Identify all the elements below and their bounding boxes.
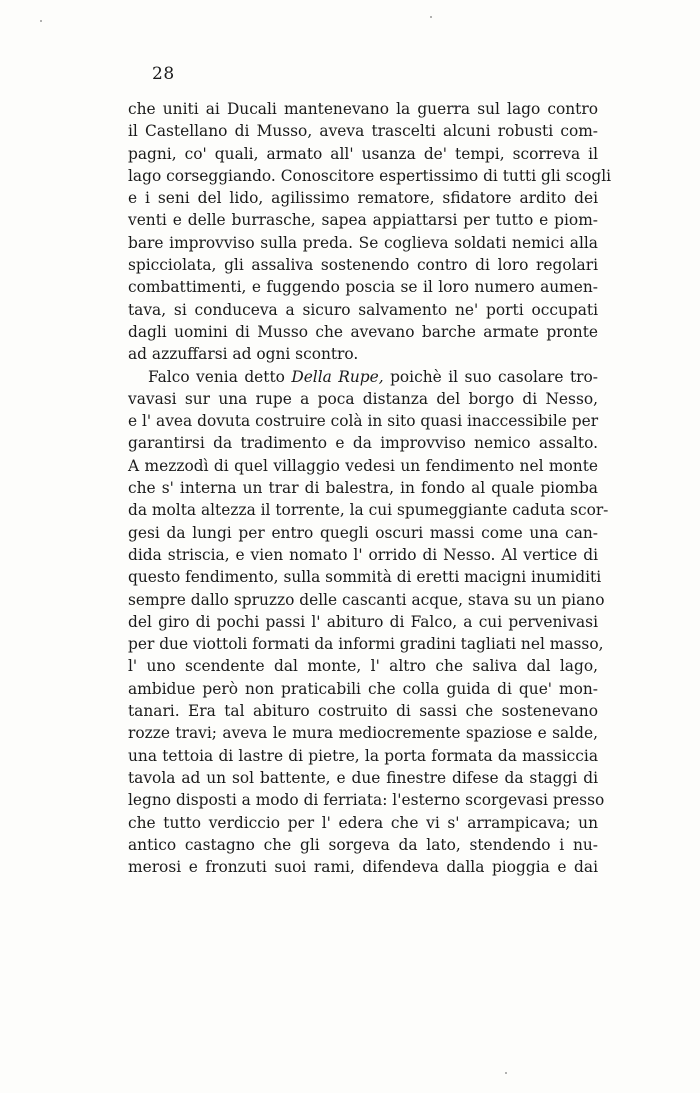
paper-speck [505, 1072, 507, 1074]
text-line: rozze travi; aveva le mura mediocremente spaziose e salde, [128, 724, 598, 743]
text-line: il Castellano di Musso, aveva trascelti alcuni robusti com- [128, 122, 598, 141]
text-line: combattimenti, e fuggendo poscia se il loro numero aumen- [128, 278, 598, 297]
text-line: merosi e fronzuti suoi rami, difendeva dalla pioggia e dai [128, 858, 598, 877]
page-number: 28 [152, 64, 175, 84]
text-line: da molta altezza il torrente, la cui spumeggiante caduta scor- [128, 501, 609, 520]
text-line: spicciolata, gli assaliva sostenendo contro di loro regolari [128, 256, 598, 275]
line-segment: Falco venia detto [148, 367, 292, 386]
text-line: venti e delle burrasche, sapea appiattarsi per tutto e piom- [128, 211, 598, 230]
text-line: bare improvviso sulla preda. Se coglieva soldati nemici alla [128, 233, 598, 252]
paper-speck [430, 16, 432, 18]
italic-epithet: Della Rupe, [291, 367, 384, 386]
text-line: che s' interna un trar di balestra, in fondo al quale piomba [128, 479, 598, 498]
text-line: per due viottoli formati da informi gradini tagliati nel masso, [128, 635, 604, 654]
text-line: ambidue però non praticabili che colla guida di que' mon- [128, 679, 598, 698]
text-line: gesi da lungi per entro quegli oscuri massi come una can- [128, 523, 598, 542]
line-segment: poichè il suo casolare tro- [383, 367, 598, 386]
text-line: garantirsi da tradimento e da improvviso nemico assalto. [128, 434, 598, 453]
body-text [128, 98, 612, 878]
paragraph-start-line [128, 366, 598, 388]
text-line: sempre dallo spruzzo delle cascanti acque, stava su un piano [128, 590, 605, 609]
text-line: lago corseggiando. Conoscitore espertissimo di tutti gli scogli [128, 166, 612, 185]
text-line: pagni, co' quali, armato all' usanza de' tempi, scorreva il [128, 144, 598, 163]
text-line: tava, si conduceva a sicuro salvamento ne' porti occupati [128, 300, 598, 319]
text-line: una tettoia di lastre di pietre, la porta formata da massiccia [128, 746, 598, 765]
text-line: tanari. Era tal abituro costruito di sassi che sostenevano [128, 702, 598, 721]
text-line: A mezzodì di quel villaggio vedesi un fendimento nel monte [128, 456, 598, 475]
text-line: antico castagno che gli sorgeva da lato, stendendo i nu- [128, 835, 598, 854]
text-line: e l' avea dovuta costruire colà in sito quasi inaccessibile per [128, 412, 599, 431]
text-line: l' uno scendente dal monte, l' altro che saliva dal lago, [128, 657, 598, 676]
text-line: vavasi sur una rupe a poca distanza del borgo di Nesso, [128, 389, 598, 408]
text-line: del giro di pochi passi l' abituro di Falco, a cui pervenivasi [128, 612, 598, 631]
paragraph-end-line: ad azzuffarsi ad ogni scontro. [128, 345, 359, 364]
text-line: questo fendimento, sulla sommità di eretti macigni inumiditi [128, 568, 602, 587]
text-line: dida striscia, e vien nomato l' orrido di Nesso. Al vertice di [128, 545, 598, 564]
text-line: tavola ad un sol battente, e due finestre difese da staggi di [128, 768, 598, 787]
text-line: dagli uomini di Musso che avevano barche armate pronte [128, 322, 598, 341]
paper-speck [40, 20, 42, 22]
text-line: legno disposti a modo di ferriata: l'esterno scorgevasi presso [128, 791, 605, 810]
text-line: che uniti ai Ducali mantenevano la guerra sul lago contro [128, 100, 598, 118]
text-line: che tutto verdiccio per l' edera che vi s' arrampicava; un [128, 813, 598, 832]
text-line: e i seni del lido, agilissimo rematore, sfidatore ardito dei [128, 189, 598, 208]
